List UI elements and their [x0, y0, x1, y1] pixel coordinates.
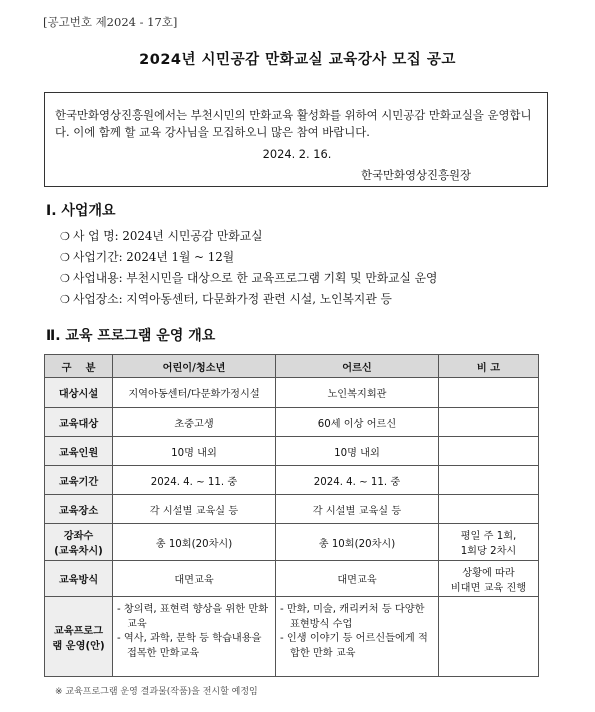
circle-bullet-icon: ❍: [60, 293, 70, 306]
table-row: [45, 561, 539, 597]
program-table: [44, 354, 539, 677]
list-item: [60, 247, 437, 268]
section-1-heading: Ⅰ. 사업개요: [46, 203, 116, 219]
table-row: [45, 597, 539, 677]
header-category: 구 분: [45, 355, 113, 378]
circle-bullet-icon: ❍: [60, 251, 70, 264]
table-row: [45, 378, 539, 408]
senior-cell: 10명 내외: [276, 437, 439, 466]
youth-cell: 총 10회(20차시): [113, 524, 276, 561]
note-cell: [439, 597, 539, 677]
row-label: 교육장소: [45, 495, 113, 524]
note-cell: [439, 378, 539, 408]
row-label: [45, 524, 113, 561]
table-row: [45, 437, 539, 466]
notice-date: 2024. 2. 16.: [262, 147, 332, 161]
note-line: 비대면 교육 진행: [450, 582, 527, 594]
program-item: - 인생 이야기 등 어르신들에게 적합한 만화 교육: [280, 633, 428, 659]
note-cell: [439, 495, 539, 524]
note-cell: [439, 466, 539, 495]
page-title: 2024년 시민공감 만화교실 교육강사 모집 공고: [139, 52, 456, 68]
senior-cell: 대면교육: [276, 561, 439, 597]
list-item: [60, 289, 437, 310]
row-label: [45, 597, 113, 677]
section-2-heading: Ⅱ. 교육 프로그램 운영 개요: [46, 328, 216, 344]
row-label: 교육기간: [45, 466, 113, 495]
youth-cell: 10명 내외: [113, 437, 276, 466]
table-header-row: [45, 355, 539, 378]
row-label-line: 교육프로그: [53, 625, 104, 637]
senior-cell: 총 10회(20차시): [276, 524, 439, 561]
row-label-line: (교육차시): [54, 546, 103, 557]
senior-cell: 2024. 4. ~ 11. 중: [276, 466, 439, 495]
table-row: [45, 466, 539, 495]
row-label: 교육방식: [45, 561, 113, 597]
youth-cell: 각 시설별 교육실 등: [113, 495, 276, 524]
notice-signature: 한국만화영상진흥원장: [361, 168, 472, 182]
program-item: - 창의력, 표현력 향상을 위한 만화교육: [117, 604, 269, 630]
youth-cell: 초중고생: [113, 408, 276, 437]
youth-cell: 대면교육: [113, 561, 276, 597]
youth-cell: 2024. 4. ~ 11. 중: [113, 466, 276, 495]
notice-box: [44, 92, 548, 187]
table-row: [45, 524, 539, 561]
row-label: 교육인원: [45, 437, 113, 466]
list-item-text: 사업기간: 2024년 1월 ~ 12월: [73, 250, 235, 264]
header-senior: 어르신: [276, 355, 439, 378]
note-cell: [439, 437, 539, 466]
senior-cell: 각 시설별 교육실 등: [276, 495, 439, 524]
note-cell: [439, 524, 539, 561]
list-item-text: 사업장소: 지역아동센터, 다문화가정 관련 시설, 노인복지관 등: [73, 292, 392, 306]
list-item-text: 사업내용: 부천시민을 대상으로 한 교육프로그램 기획 및 만화교실 운영: [73, 271, 438, 285]
circle-bullet-icon: ❍: [60, 230, 70, 243]
senior-cell: 60세 이상 어르신: [276, 408, 439, 437]
program-item: - 역사, 과학, 문학 등 학습내용을 접목한 만화교육: [117, 633, 262, 659]
youth-cell: 지역아동센터/다문화가정시설: [113, 378, 276, 408]
row-label: 교육대상: [45, 408, 113, 437]
list-item: [60, 226, 437, 247]
row-label-line: 강좌수: [63, 531, 94, 542]
circle-bullet-icon: ❍: [60, 272, 70, 285]
announcement-number: [공고번호 제2024 - 17호]: [43, 15, 178, 29]
note-line: 상황에 따라: [462, 567, 515, 579]
list-item-text: 사 업 명: 2024년 시민공감 만화교실: [73, 229, 263, 243]
list-item: [60, 268, 437, 289]
footnote: ※ 교육프로그램 운영 결과물(작품)을 전시할 예정임: [55, 687, 258, 697]
senior-program-cell: [276, 597, 439, 677]
notice-body: 한국만화영상진흥원에서는 부천시민의 만화교육 활성화를 위하여 시민공감 만화교실을 운영합니다. 이에 함께 할 교육 강사님을 모집하오니 많은 참여 바랍니다.: [55, 108, 532, 139]
program-item: - 만화, 미술, 캐리커처 등 다양한 표현방식 수업: [280, 604, 425, 630]
note-line: 평일 주 1회,: [460, 531, 517, 542]
senior-cell: 노인복지회관: [276, 378, 439, 408]
header-note: 비 고: [439, 355, 539, 378]
overview-list: [60, 226, 437, 310]
header-youth: 어린이/청소년: [113, 355, 276, 378]
table-row: [45, 408, 539, 437]
note-line: 1회당 2차시: [460, 546, 517, 557]
table-row: [45, 495, 539, 524]
youth-program-cell: [113, 597, 276, 677]
note-cell: [439, 561, 539, 597]
row-label-line: 램 운영(안): [52, 640, 105, 652]
note-cell: [439, 408, 539, 437]
row-label: 대상시설: [45, 378, 113, 408]
